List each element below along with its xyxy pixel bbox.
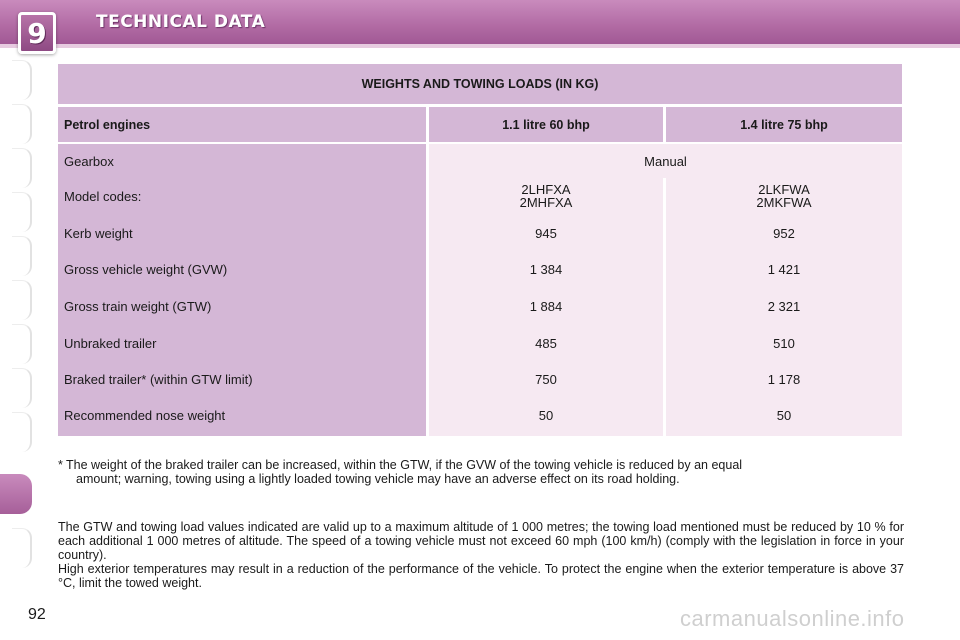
chapter-badge bbox=[18, 12, 56, 54]
table-row-value: 1 384 bbox=[529, 261, 563, 277]
table-row-value: 1 421 bbox=[767, 261, 801, 277]
footnote-marker: * bbox=[58, 458, 63, 472]
chapter-tab[interactable] bbox=[12, 148, 32, 188]
table-row-value: 485 bbox=[535, 335, 557, 351]
table-row-value: 945 bbox=[535, 225, 557, 241]
table-row-value: 510 bbox=[773, 335, 795, 351]
footnote bbox=[58, 458, 904, 486]
chapter-tab-strip bbox=[0, 60, 34, 580]
table-row-label: Braked trailer* (within GTW limit) bbox=[64, 371, 253, 387]
chapter-tab[interactable] bbox=[12, 236, 32, 276]
page-number: 92 bbox=[28, 606, 46, 623]
table-row-label: Kerb weight bbox=[64, 225, 133, 241]
chapter-tab[interactable] bbox=[12, 192, 32, 232]
column-header-1-4-litre: 1.4 litre 75 bhp bbox=[666, 107, 902, 142]
chapter-tab[interactable] bbox=[12, 528, 32, 568]
notes-block bbox=[58, 520, 904, 590]
chapter-tab[interactable] bbox=[12, 280, 32, 320]
chapter-number: 9 bbox=[27, 16, 47, 50]
notes-paragraph-temperature: High exterior temperatures may result in a reduction of the performance of the vehicle. To protect the engine when the exterior temperature is above 37 °C, limit the towed weight. bbox=[58, 562, 904, 590]
table-row-label: Model codes: bbox=[64, 188, 142, 204]
table-row-value: 2LHFXA 2MHFXA bbox=[519, 182, 573, 210]
table-row-label: Unbraked trailer bbox=[64, 335, 157, 351]
watermark: carmanualsonline.info bbox=[680, 606, 905, 631]
table-row-label: Recommended nose weight bbox=[64, 407, 226, 423]
footnote-line-1: The weight of the braked trailer can be increased, within the GTW, if the GVW of the towing vehicle is reduced by an equal bbox=[66, 458, 743, 472]
notes-paragraph-altitude: The GTW and towing load values indicated are valid up to a maximum altitude of 1 000 metres; the towing load mentioned must be reduced by 10 % for each additional 1 000 metres of altitude. The speed of a towing vehicle must not exceed 60 mph (100 km/h) (comply with the legislation in force in your country). bbox=[58, 520, 904, 562]
column-header-1-1-litre: 1.1 litre 60 bhp bbox=[429, 107, 663, 142]
table-row-value: 50 bbox=[776, 407, 792, 423]
row-label-gearbox: Gearbox bbox=[64, 153, 114, 169]
table-row-value: 952 bbox=[773, 225, 795, 241]
table-row-label: Gross train weight (GTW) bbox=[64, 298, 212, 314]
gearbox-value: Manual bbox=[429, 144, 902, 178]
chapter-tab[interactable] bbox=[12, 412, 32, 452]
footnote-line-2: amount; warning, towing using a lightly loaded towing vehicle may have an adverse effect on its road holding. bbox=[76, 472, 680, 486]
table-title: WEIGHTS AND TOWING LOADS (IN KG) bbox=[58, 64, 902, 104]
column-header-engine: Petrol engines bbox=[58, 107, 426, 142]
table-row-value: 50 bbox=[538, 407, 554, 423]
chapter-tab[interactable] bbox=[12, 324, 32, 364]
table-row-value: 2LKFWA 2MKFWA bbox=[756, 182, 812, 210]
weights-table bbox=[58, 64, 902, 436]
table-row-value: 1 178 bbox=[767, 371, 801, 387]
table-row-value: 750 bbox=[535, 371, 557, 387]
chapter-tab[interactable] bbox=[12, 60, 32, 100]
chapter-tab[interactable] bbox=[12, 368, 32, 408]
page-title: TECHNICAL DATA bbox=[96, 12, 266, 32]
table-row-label: Gross vehicle weight (GVW) bbox=[64, 261, 228, 277]
header-divider bbox=[0, 44, 960, 48]
table-row-value: 1 884 bbox=[529, 298, 563, 314]
chapter-tab[interactable] bbox=[12, 104, 32, 144]
chapter-tab-active[interactable] bbox=[0, 474, 32, 514]
table-row-value: 2 321 bbox=[767, 298, 801, 314]
